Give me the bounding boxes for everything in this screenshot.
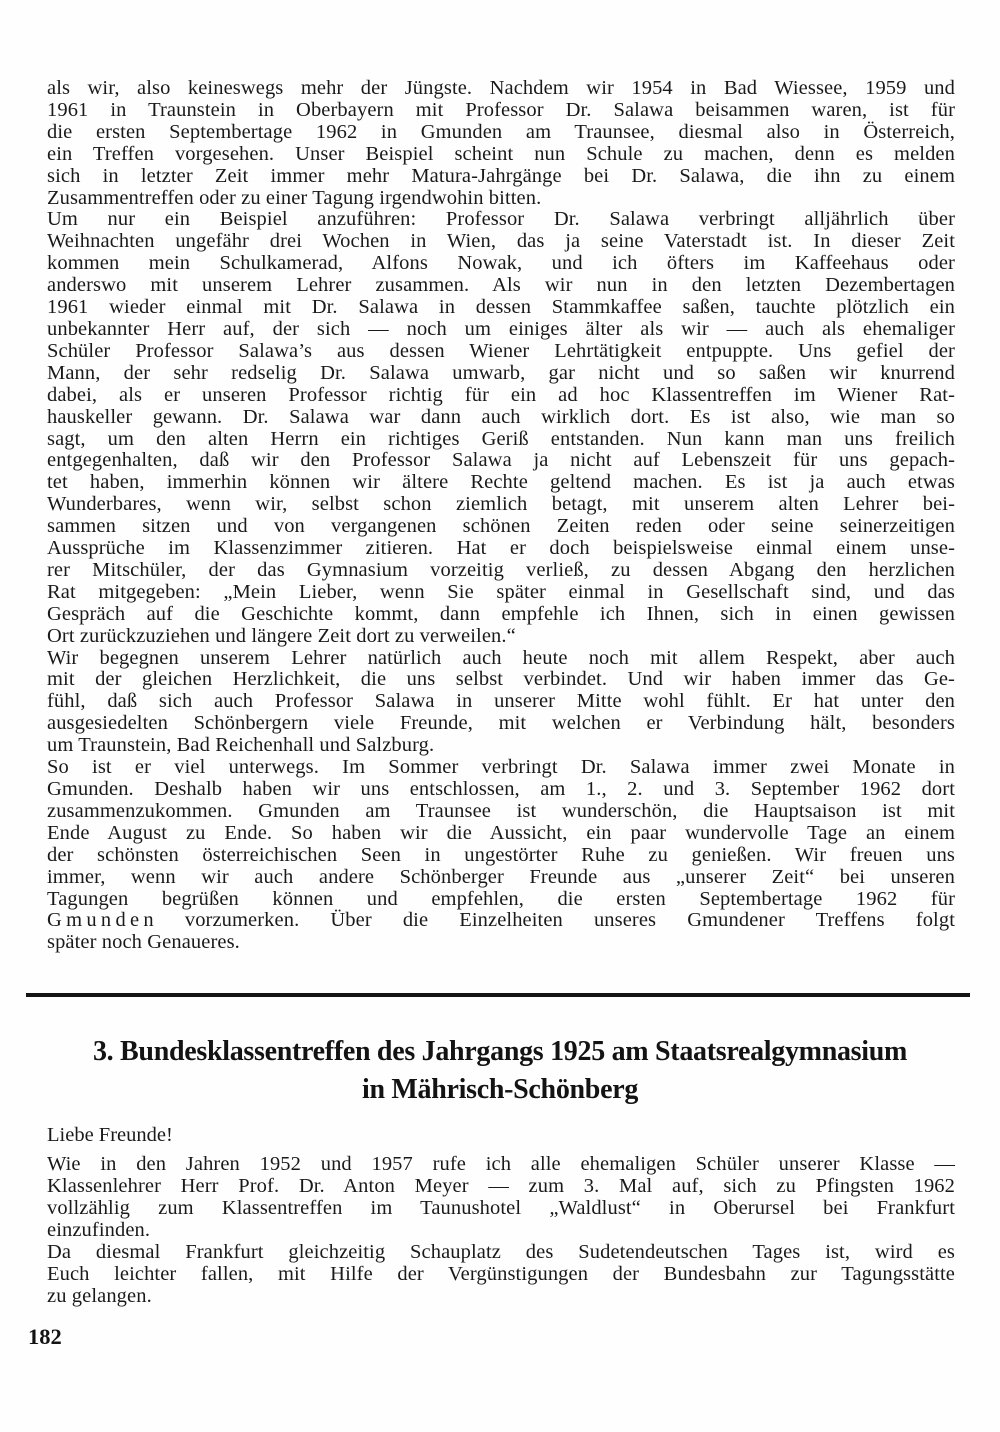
text-line: als wir, also keineswegs mehr der Jüngste. Nachdem wir 1954 in Bad Wiessee, 1959 und — [47, 77, 955, 99]
text-line: zusammenzukommen. Gmunden am Traunsee ist wunderschön, die Hauptsaison ist mit — [47, 799, 955, 822]
text-line: Da diesmal Frankfurt gleichzeitig Schauplatz des Sudetendeutschen Tages ist, wird es — [47, 1241, 955, 1263]
section-divider-rule — [26, 993, 970, 997]
paragraph — [47, 78, 955, 209]
text-line: Aussprüche im Klassenzimmer zitieren. Hat er doch beispielsweise einmal einem unse- — [47, 537, 955, 560]
text-line: dabei, als er unseren Professor richtig für ein ad hoc Klassentreffen im Wiener Rat- — [47, 383, 955, 406]
text-line: Um nur ein Beispiel anzuführen: Professor Dr. Salawa verbringt alljährlich über — [47, 208, 955, 231]
text-line: Klassenlehrer Herr Prof. Dr. Anton Meyer — zum 3. Mal auf, sich zu Pfingsten 1962 — [47, 1175, 955, 1197]
article1-body — [47, 78, 955, 954]
text-line: später noch Genaueres. — [47, 931, 240, 954]
text-line: 1961 in Traunstein in Oberbayern mit Professor Dr. Salawa beisammen waren, ist für — [47, 98, 955, 121]
paragraph — [47, 209, 955, 647]
text-line: sammen sitzen und von vergangenen schönen Zeiten reden oder seine seinerzeitigen — [47, 515, 955, 538]
text-line: Ort zurückzuziehen und längere Zeit dort zu verweilen.“ — [47, 624, 516, 647]
text-line: Gmunden. Deshalb haben wir uns entschlossen, am 1., 2. und 3. September 1962 dort — [47, 778, 955, 800]
text-line: der schönsten österreichischen Seen in ungestörter Ruhe zu genießen. Wir freuen uns — [47, 843, 955, 866]
text-line: Euch leichter fallen, mit Hilfe der Vergünstigungen der Bundesbahn zur Tagungsstätte — [47, 1263, 955, 1285]
paragraph — [47, 1241, 955, 1307]
text-line: um Traunstein, Bad Reichenhall und Salzburg. — [47, 734, 435, 757]
paragraph — [47, 648, 955, 758]
text-line: tet haben, immerhin können wir ältere Rechte geltend machen. Es ist ja auch etwas — [47, 471, 955, 494]
text-line: sich in letzter Zeit immer mehr Matura-Jahrgänge bei Dr. Salawa, die ihn zu einem — [47, 164, 955, 187]
text-line: Weihnachten ungefähr drei Wochen in Wien, das ja seine Vaterstadt ist. In dieser Zeit — [47, 230, 955, 253]
text-line: entgegenhalten, daß wir den Professor Salawa ja nicht auf Lebenszeit für uns gepach- — [47, 449, 955, 472]
article2-heading — [0, 1033, 1000, 1109]
text-line: unbekannter Herr auf, der sich — noch um einiges älter als wir — auch als ehemaliger — [47, 317, 955, 340]
text-line: Tagungen begrüßen können und empfehlen, die ersten Septembertage 1962 für — [47, 887, 955, 910]
text-line: 1961 wieder einmal mit Dr. Salawa in dessen Stammkaffee saßen, tauchte plötzlich ein — [47, 296, 955, 319]
text-line: Rat mitgegeben: „Mein Lieber, wenn Sie später einmal in Gesellschaft sind, und das — [47, 580, 955, 603]
article2-heading-line2: in Mährisch-Schönberg — [361, 1074, 639, 1105]
text-line: die ersten Septembertage 1962 in Gmunden am Traunsee, diesmal also in Österreich, — [47, 120, 955, 143]
text-line: Wie in den Jahren 1952 und 1957 rufe ich alle ehemaligen Schüler unserer Klasse — — [47, 1153, 955, 1175]
text-line: rer Mitschüler, der das Gymnasium vorzeitig verließ, zu dessen Abgang den herzlichen — [47, 558, 955, 581]
text-line: vollzählig zum Klassentreffen im Taunushotel „Waldlust“ in Oberursel bei Frankfurt — [47, 1197, 955, 1219]
text-line: Mann, der sehr redselig Dr. Salawa umwarb, gar nicht und so saßen wir knurrend — [47, 361, 955, 384]
text-line: einzufinden. — [47, 1219, 151, 1241]
article2-heading-line1: 3. Bundesklassentreffen des Jahrgangs 1925 am Staatsrealgymnasium — [92, 1036, 908, 1067]
salutation: Liebe Freunde! — [47, 1124, 173, 1146]
text-line: Wunderbares, wenn wir, selbst schon ziemlich betagt, mit unserem alten Lehrer bei- — [47, 493, 955, 516]
text-line: immer, wenn wir auch andere Schönberger Freunde aus „unserer Zeit“ bei unseren — [47, 865, 955, 888]
text-line: G m u n d e n vorzumerken. Über die Einzelheiten unseres Gmundener Treffens folgt — [47, 909, 955, 932]
paragraph — [47, 757, 955, 954]
article2-body — [47, 1153, 955, 1307]
text-line: ausgesiedelten Schönbergern viele Freunde, mit welchen er Verbindung hält, besonders — [47, 712, 955, 735]
text-line: Wir begegnen unserem Lehrer natürlich auch heute noch mit allem Respekt, aber auch — [47, 646, 955, 669]
text-line: Zusammentreffen oder zu einer Tagung irgendwohin bitten. — [47, 186, 542, 209]
text-line: sagt, um den alten Herrn ein richtiges Geriß entstanden. Nun kann man uns freilich — [47, 427, 955, 450]
page-number: 182 — [28, 1324, 62, 1349]
text-line: mit der gleichen Herzlichkeit, die uns selbst verbindet. Und wir haben immer das Ge- — [47, 668, 955, 691]
text-line: anderswo mit unserem Lehrer zusammen. Als wir nun in den letzten Dezembertagen — [47, 274, 955, 297]
text-line: Schüler Professor Salawa’s aus dessen Wiener Lehrtätigkeit entpuppte. Uns gefiel der — [47, 339, 955, 362]
text-line: Ende August zu Ende. So haben wir die Aussicht, ein paar wundervolle Tage an einem — [47, 821, 955, 844]
text-line: Gespräch auf die Geschichte kommt, dann empfehle ich Ihnen, sich in einen gewissen — [47, 602, 955, 625]
text-line: fühl, daß sich auch Professor Salawa in unserer Mitte wohl fühlt. Er hat unter den — [47, 690, 955, 713]
text-line: ein Treffen vorgesehen. Unser Beispiel scheint nun Schule zu machen, denn es melden — [47, 142, 955, 165]
text-line: kommen mein Schulkamerad, Alfons Nowak, und ich öfters im Kaffeehaus oder — [47, 252, 955, 275]
text-line: hauskeller gewann. Dr. Salawa war dann auch wirklich dort. Es ist also, wie man so — [47, 405, 955, 428]
text-line: zu gelangen. — [47, 1285, 152, 1307]
paragraph — [47, 1153, 955, 1241]
text-line: So ist er viel unterwegs. Im Sommer verbringt Dr. Salawa immer zwei Monate in — [47, 756, 955, 779]
